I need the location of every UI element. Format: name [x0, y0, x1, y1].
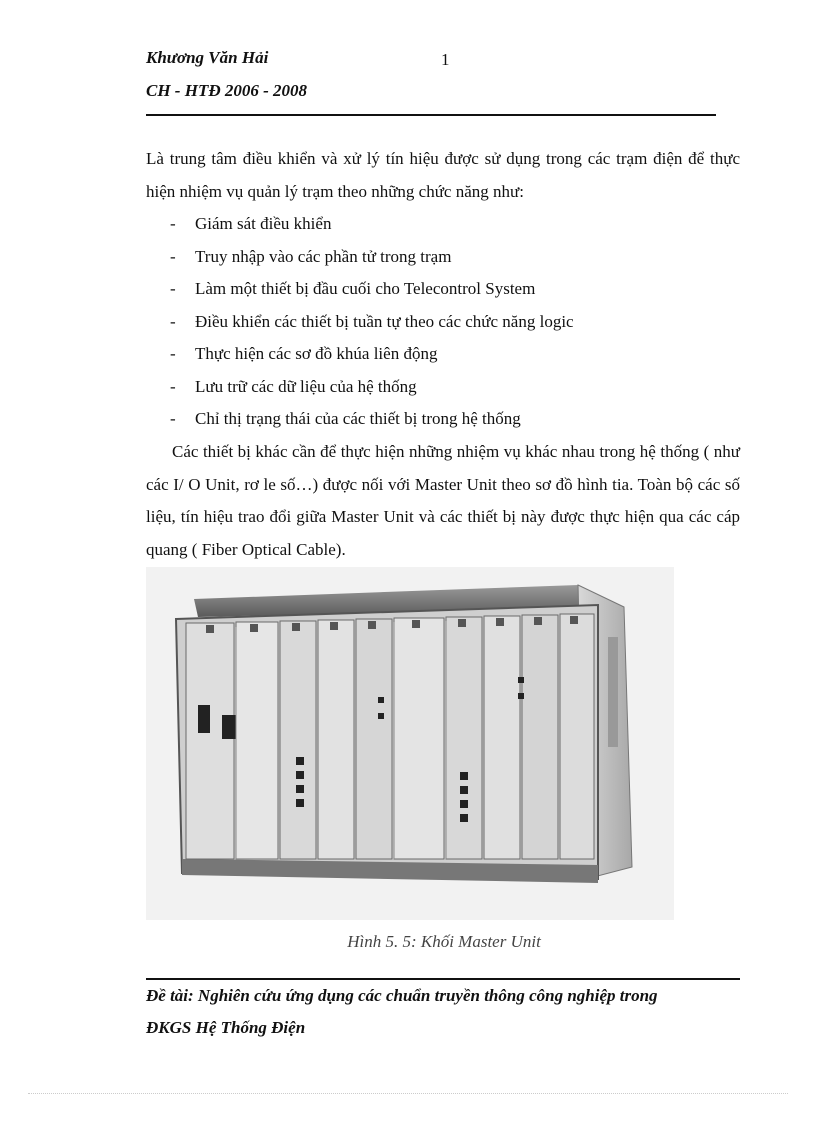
- footer-title-line2: ĐKGS Hệ Thống Điện: [146, 1018, 306, 1037]
- list-marker: -: [170, 246, 176, 266]
- list-item-text: Làm một thiết bị đầu cuối cho Telecontrol System: [195, 279, 536, 298]
- list-marker: -: [170, 214, 176, 233]
- list-marker: -: [170, 409, 176, 428]
- list-marker: -: [170, 279, 176, 298]
- list-item-text: Lưu trữ các dữ liệu của hệ thống: [195, 376, 417, 396]
- intro-paragraph: Là trung tâm điều khiển và xử lý tín hiệu được sử dụng trong các trạm điện để thực hiện nhiệm vụ quản lý trạm theo những chức năng như:: [146, 149, 740, 201]
- page-edge-dots: [28, 1093, 788, 1094]
- header-author: Khương Văn Hải: [146, 48, 269, 67]
- master-unit-photo: [146, 567, 674, 920]
- list-item: [170, 371, 574, 404]
- body-paragraph: Các thiết bị khác cần để thực hiện những nhiệm vụ khác nhau trong hệ thống ( như các I/ O Unit, rơ le số…) được nối với Master Unit theo sơ đồ hình tia. Toàn bộ các số liệu, tín hiệu trao đổi giữa Master Unit và các thiết bị này được thực hiện qua các cáp quang ( Fiber Optical Cable).: [146, 442, 740, 559]
- footer-rule: [146, 978, 740, 980]
- list-item-text: Thực hiện các sơ đồ khúa liên động: [195, 344, 438, 363]
- list-item-text: Giám sát điều khiển: [195, 214, 332, 233]
- list-marker: -: [170, 311, 176, 331]
- list-item-text: Điều khiển các thiết bị tuần tự theo các chức năng logic: [195, 311, 574, 331]
- figure-caption: Hình 5. 5: Khối Master Unit: [347, 932, 541, 951]
- list-item: [170, 208, 574, 241]
- list-item: [170, 273, 574, 306]
- function-list: [170, 208, 574, 436]
- list-marker: -: [170, 344, 176, 363]
- list-item: [170, 338, 574, 371]
- page-number: 1: [441, 50, 450, 69]
- list-item: [170, 306, 574, 339]
- list-item-text: Chỉ thị trạng thái của các thiết bị trong hệ thống: [195, 409, 521, 428]
- list-marker: -: [170, 376, 176, 396]
- list-item: [170, 241, 574, 274]
- list-item-text: Truy nhập vào các phần tử trong trạm: [195, 246, 452, 266]
- footer-title-line1: Đề tài: Nghiên cứu ứng dụng các chuẩn truyền thông công nghiệp trong: [146, 986, 658, 1005]
- list-item: [170, 403, 574, 436]
- header-course: CH - HTĐ 2006 - 2008: [146, 81, 308, 100]
- header-rule: [146, 114, 716, 116]
